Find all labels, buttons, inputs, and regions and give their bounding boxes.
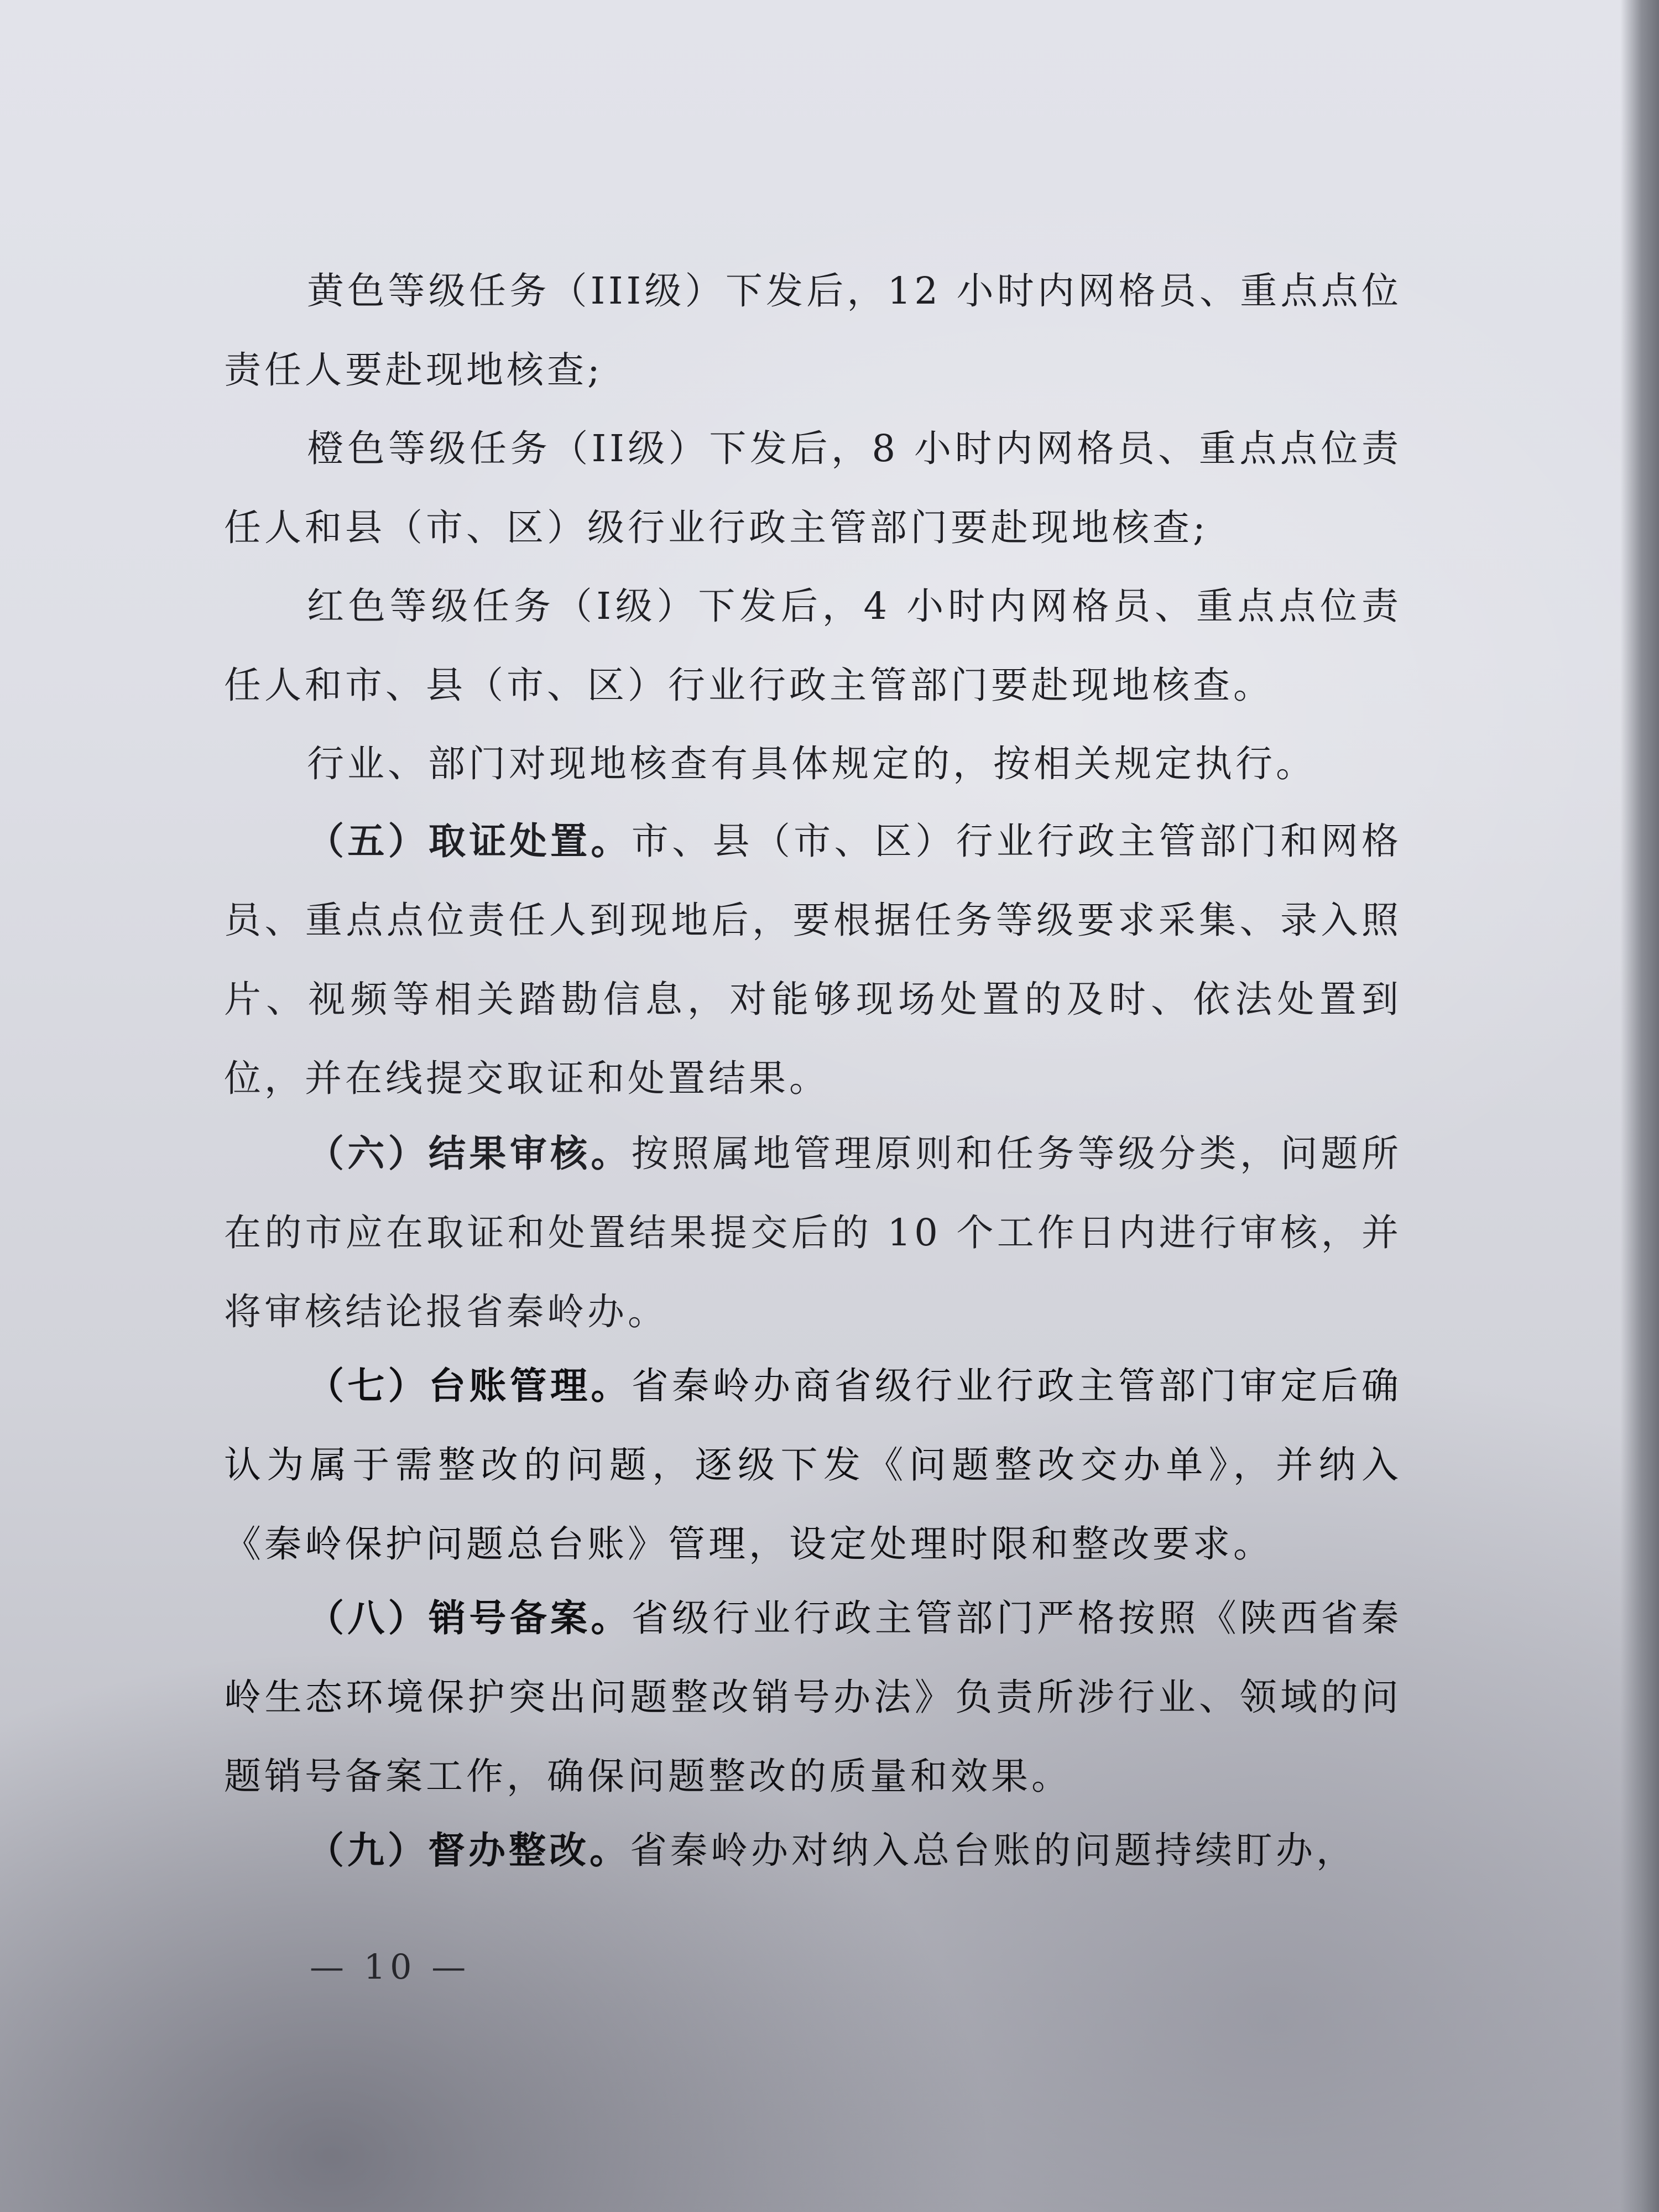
paragraph-text: 行业、部门对现地核查有具体规定的，按相关规定执行。 (307, 742, 1316, 785)
section-body: 省级行业行政主管部门严格按照《陕西省秦岭生态环境保护突出问题整改销号办法》负责所涉行业、领域的问题销号备案工作，确保问题整改的质量和效果。 (224, 1597, 1402, 1798)
paragraph-red-task (224, 567, 1402, 725)
page-number: — 10 — (310, 1947, 471, 1987)
section-body: 省秦岭办对纳入总台账的问题持续盯办， (630, 1829, 1357, 1872)
section-ledger-management (224, 1347, 1402, 1584)
paragraph-text: 红色等级任务（I级）下发后，4 小时内网格员、重点点位责任人和市、县（市、区）行业行政主管部门要赴现地核查。 (224, 585, 1402, 707)
page-edge-shadow (1620, 0, 1659, 2212)
section-body: 市、县（市、区）行业行政主管部门和网格员、重点点位责任人到现地后，要根据任务等级要求采集、录入照片、视频等相关踏勘信息，对能够现场处置的及时、依法处置到位，并在线提交取证和处置结果。 (224, 820, 1402, 1100)
section-heading: （八）销号备案。 (307, 1597, 632, 1640)
section-body: 按照属地管理原则和任务等级分类，问题所在的市应在取证和处置结果提交后的 10 个工作日内进行审核，并将审核结论报省秦岭办。 (224, 1132, 1402, 1333)
paragraph-text: 橙色等级任务（II级）下发后，8 小时内网格员、重点点位责任人和县（市、区）级行业行政主管部门要赴现地核查; (224, 427, 1402, 549)
section-heading: （九）督办整改。 (307, 1829, 630, 1872)
section-evidence-disposal (224, 802, 1402, 1118)
section-body: 省秦岭办商省级行业行政主管部门审定后确认为属于需整改的问题，逐级下发《问题整改交办单》，并纳入《秦岭保护问题总台账》管理，设定处理时限和整改要求。 (224, 1364, 1402, 1566)
section-supervise-rectification (224, 1811, 1402, 1890)
section-heading: （七）台账管理。 (307, 1364, 632, 1407)
section-heading: （六）结果审核。 (307, 1132, 632, 1175)
paragraph-text: 黄色等级任务（III级）下发后，12 小时内网格员、重点点位责任人要赴现地核查; (224, 269, 1402, 392)
paragraph-industry-rules (224, 724, 1402, 804)
section-result-review (224, 1114, 1402, 1352)
section-cancellation-filing (224, 1579, 1402, 1816)
paragraph-yellow-task (224, 252, 1402, 410)
paragraph-orange-task (224, 409, 1402, 567)
section-heading: （五）取证处置。 (307, 820, 632, 863)
